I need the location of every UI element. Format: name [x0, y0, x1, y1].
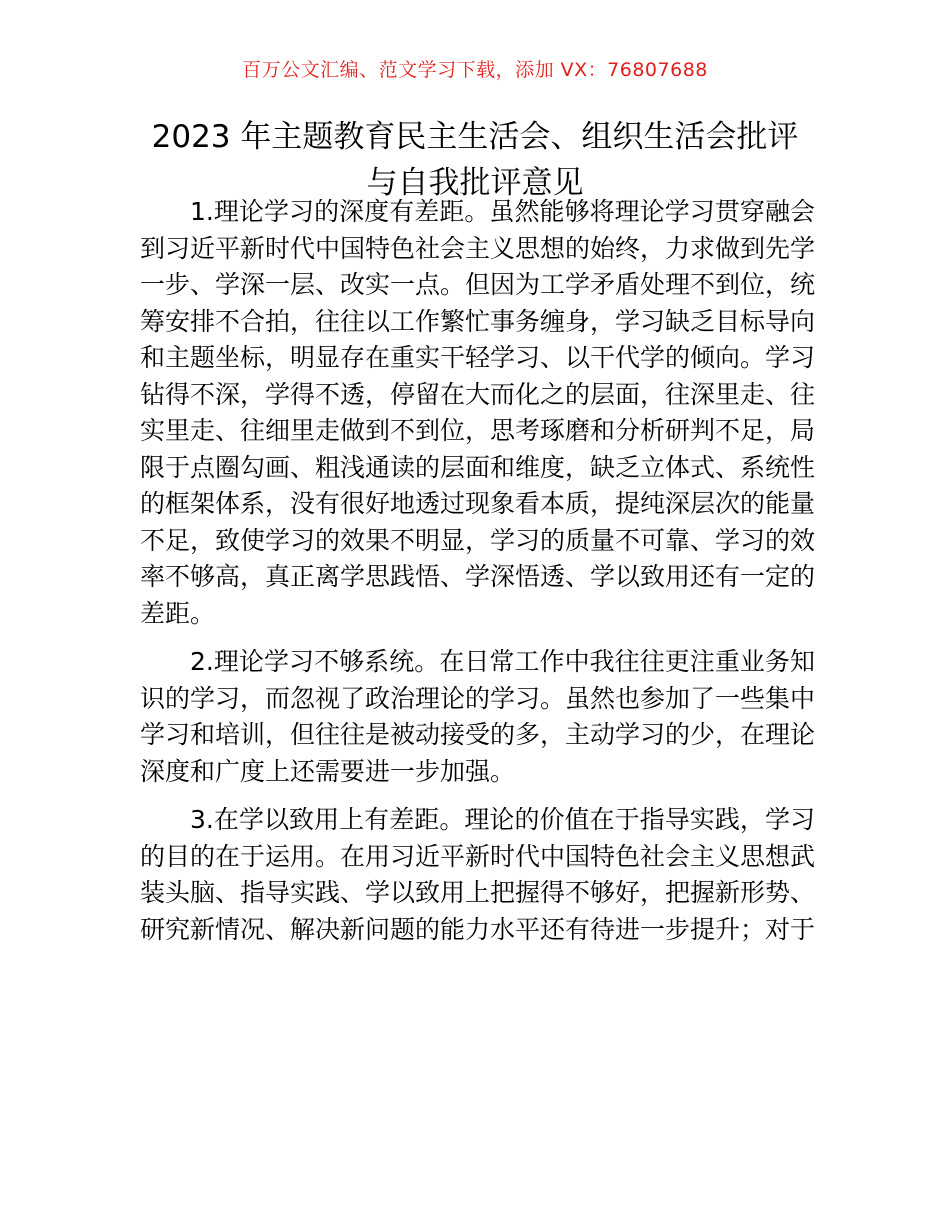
paragraph-line: 不足，致使学习的效果不明显，学习的质量不可靠、学习的效	[140, 525, 816, 555]
paragraph-line: 识的学习，而忽视了政治理论的学习。虽然也参加了一些集中	[140, 683, 816, 713]
title-line-2: 与自我批评意见	[366, 165, 584, 201]
paragraph-line: 率不够高，真正离学思践悟、学深悟透、学以致用还有一定的	[140, 562, 816, 591]
paragraph-line: 3.在学以致用上有差距。理论的价值在于指导实践，学习	[190, 805, 815, 834]
watermark-header: 百万公文汇编、范文学习下载，添加 VX：76807688	[242, 59, 708, 81]
paragraph-line: 钻得不深，学得不透，停留在大而化之的层面，往深里走、往	[140, 379, 816, 409]
paragraph-line: 到习近平新时代中国特色社会主义思想的始终，力求做到先学	[140, 233, 816, 263]
paragraph-3	[140, 802, 815, 948]
paragraph-line: 筹安排不合拍，往往以工作繁忙事务缠身，学习缺乏目标导向	[140, 306, 816, 336]
paragraph-line: 研究新情况、解决新问题的能力水平还有待进一步提升；对于	[140, 914, 816, 944]
title-line-1: 2023 年主题教育民主生活会、组织生活会批评	[151, 119, 799, 155]
paragraph-line: 装头脑、指导实践、学以致用上把握得不够好，把握新形势、	[140, 878, 816, 907]
page-title	[120, 114, 830, 206]
paragraph-line: 1.理论学习的深度有差距。虽然能够将理论学习贯穿融会	[190, 197, 815, 226]
paragraph-line: 限于点圈勾画、粗浅通读的层面和维度，缺乏立体式、系统性	[140, 452, 816, 482]
paragraph-line: 学习和培训，但往往是被动接受的多，主动学习的少，在理论	[140, 720, 816, 749]
paragraph-line: 2.理论学习不够系统。在日常工作中我往往更注重业务知	[190, 647, 815, 676]
paragraph-2	[140, 644, 815, 790]
paragraph-line: 的目的在于运用。在用习近平新时代中国特色社会主义思想武	[140, 841, 816, 871]
paragraph-1	[140, 194, 815, 632]
paragraph-line: 差距。	[140, 598, 216, 628]
paragraph-line: 的框架体系，没有很好地透过现象看本质，提纯深层次的能量	[140, 489, 816, 518]
paragraph-line: 一步、学深一层、改实一点。但因为工学矛盾处理不到位，统	[140, 270, 816, 299]
paragraph-line: 深度和广度上还需要进一步加强。	[140, 756, 516, 786]
paragraph-line: 和主题坐标，明显存在重实干轻学习、以干代学的倾向。学习	[140, 343, 816, 372]
document-body	[140, 194, 815, 960]
paragraph-line: 实里走、往细里走做到不到位，思考琢磨和分析研判不足，局	[140, 416, 816, 445]
